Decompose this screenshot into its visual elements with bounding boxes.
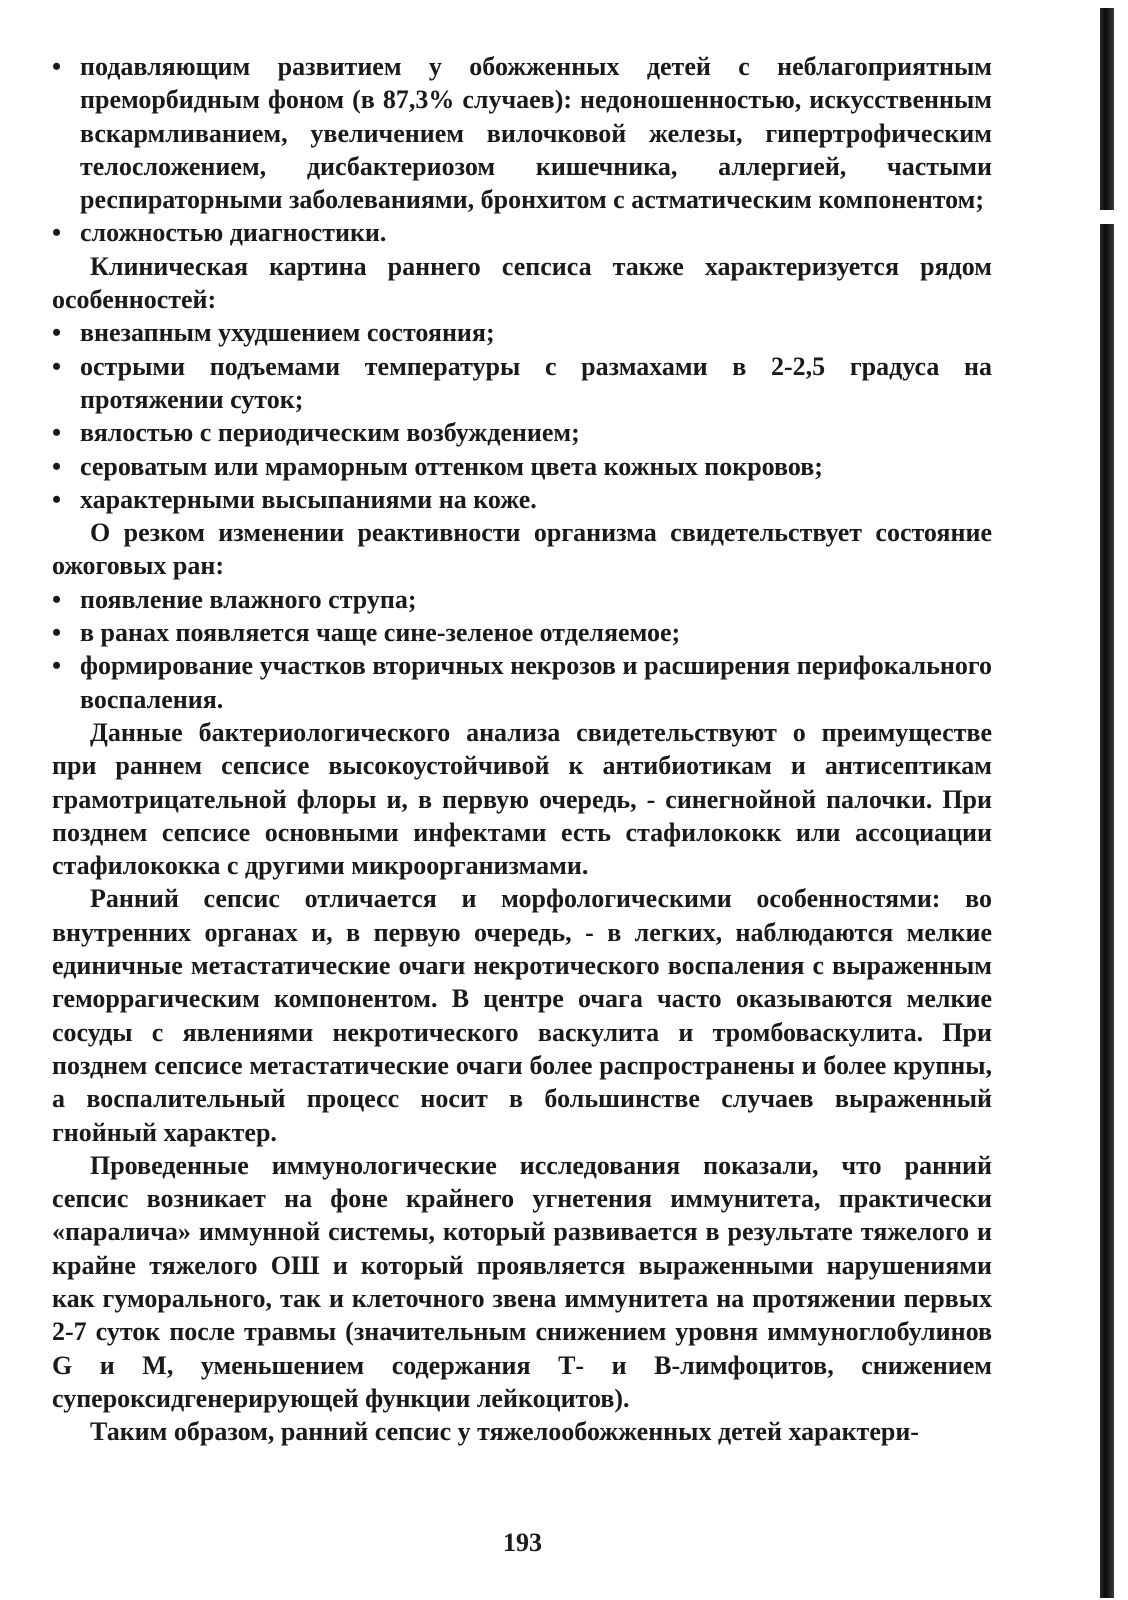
scan-edge-gap (1100, 210, 1114, 224)
paragraph-reactivity: О резком изменении реактивности организма свидетельствует состояние ожоговых ран: (52, 518, 992, 581)
list-item: • сероватым или мраморным оттенком цвета кожных покровов; (52, 450, 992, 483)
wound-bullet-list (52, 583, 992, 716)
paragraph-morphology: Ранний сепсис отличается и морфологическими особенностями: во внутренних органах и, в первую очередь, - в легких, наблюдаются мелкие единичные метастатические очаги некротического воспаления с выраженным геморрагическим компонентом. В центре очага часто оказываются мелкие сосуды с явлениями некротического васкулита и тромбоваскулита. При позднем сепсисе метастатические очаги более распространены и более крупны, а воспалительный процесс носит в большинстве случаев выраженный гнойный характер. (52, 884, 992, 1147)
list-item: • появление влажного струпа; (52, 583, 992, 616)
page-body (52, 50, 992, 1448)
list-item: • острыми подъемами температуры с размахами в 2-2,5 градуса на протяжении суток; (52, 350, 992, 417)
list-item: • формирование участков вторичных некрозов и расширения перифокального воспаления. (52, 649, 992, 716)
intro-bullet-list (52, 50, 992, 250)
paragraph-conclusion: Таким образом, ранний сепсис у тяжелообожженных детей характери- (90, 1417, 919, 1447)
list-item: • характерными высыпаниями на коже. (52, 483, 992, 516)
scan-edge-shadow (1100, 8, 1114, 1598)
paragraph-bacteriology: Данные бактериологического анализа свидетельствуют о преимуществе при раннем сепсисе высокоустойчивой к антибиотикам и антисептикам грамотрицательной флоры и, в первую очередь, - синегнойной палочки. При позднем сепсисе основными инфектами есть стафилококк или ассоциации стафилококка с другими микроорганизмами. (52, 717, 992, 881)
paragraph-clinical: Клиническая картина раннего сепсиса также характеризуется рядом особенностей: (52, 251, 992, 315)
paragraph-immunology: Проведенные иммунологические исследования показали, что ранний сепсис возникает на фоне крайнего угнетения иммунитета, практически «паралича» иммунной системы, который развивается в результате тяжелого и крайне тяжелого ОШ и который проявляется выраженными нарушениями как гуморального, так и клеточного звена иммунитета на протяжении первых 2-7 суток после травмы (значительным снижением уровня иммуноглобулинов G и M, уменьшением содержания Т- и В-лимфоцитов, снижением супероксидгенерирующей функции лейкоцитов). (52, 1150, 992, 1413)
clinical-bullet-list (52, 316, 992, 516)
list-item: • внезапным ухудшением состояния; (52, 316, 992, 349)
page-number: 193 (503, 1528, 542, 1557)
list-item: • сложностью диагностики. (52, 216, 992, 249)
list-item: • подавляющим развитием у обожженных детей с неблагоприятным преморбидным фоном (в 87,3% случаев): недоношенностью, искусственным вскармливанием, увеличением вилочковой железы, гипертрофическим телосложением, дисбактериозом кишечника, аллергией, частыми респираторными заболеваниями, бронхитом с астматическим компонентом; (52, 50, 992, 216)
list-item: • вялостью с периодическим возбуждением; (52, 416, 992, 449)
list-item: • в ранах появляется чаще сине-зеленое отделяемое; (52, 616, 992, 649)
